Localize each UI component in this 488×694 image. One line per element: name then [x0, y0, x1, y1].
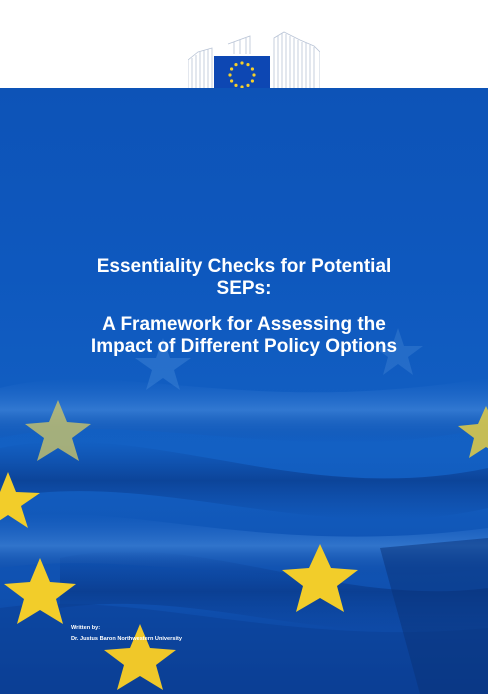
author-credits [71, 623, 182, 645]
eu-flag-waving-illustration [0, 88, 488, 694]
title-subtitle-part1: A Framework for Assessing the [102, 314, 386, 335]
report-title [20, 256, 468, 358]
title-main [20, 256, 468, 300]
title-subtitle-part2: Impact of Different Policy Options [90, 336, 398, 357]
title-subtitle [20, 314, 468, 358]
title-main-part2: SEPs: [216, 278, 272, 299]
author-name: Dr. Justus Baron Northwestern University [71, 636, 182, 642]
written-by-label: Written by: [71, 625, 101, 631]
title-main-part1: Essentiality Checks for Potential [96, 256, 392, 277]
cover-background [0, 88, 488, 694]
